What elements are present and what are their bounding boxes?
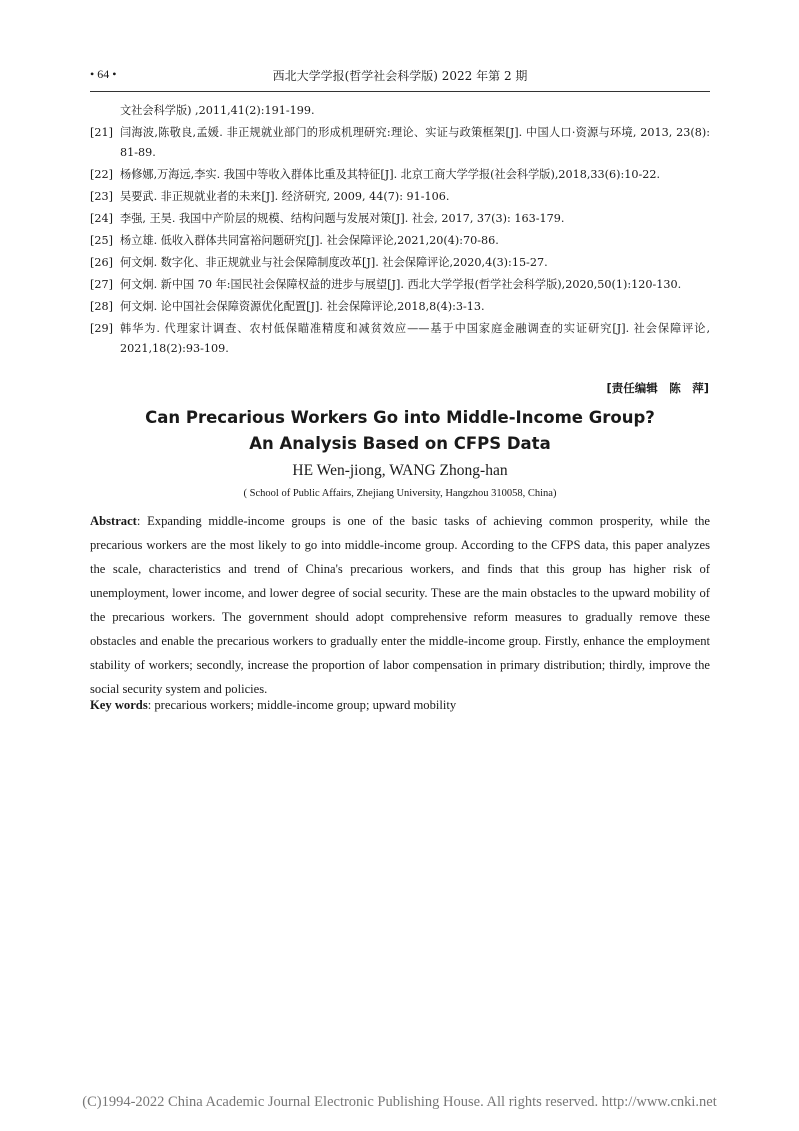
- abstract-label: Abstract: [90, 514, 137, 528]
- page-header: [90, 64, 710, 86]
- reference-text: 闫海波,陈敬良,孟媛. 非正规就业部门的形成机理研究:理论、实证与政策框架[J]. 中国人口·资源与环境, 2013, 23(8): 81-89.: [120, 126, 710, 159]
- reference-item: [90, 187, 710, 207]
- reference-number: [24]: [90, 212, 113, 225]
- reference-number: [28]: [90, 300, 113, 313]
- affiliation: ( School of Public Affairs, Zhejiang University, Hangzhou 310058, China): [243, 488, 557, 499]
- copyright-footer: (C)1994-2022 China Academic Journal Electronic Publishing House. All rights reserved. http://www.cnki.net: [82, 1094, 717, 1110]
- reference-number: [22]: [90, 168, 113, 181]
- reference-text: 韩华为. 代理家计调查、农村低保瞄准精度和减贫效应——基于中国家庭金融调查的实证研究[J]. 社会保障评论, 2021,18(2):93-109.: [120, 322, 710, 355]
- reference-item: [90, 297, 710, 317]
- reference-item: [90, 253, 710, 273]
- reference-number: [26]: [90, 256, 113, 269]
- reference-item: [90, 319, 710, 359]
- keywords-text: : precarious workers; middle-income group; upward mobility: [147, 698, 457, 712]
- reference-item: [90, 231, 710, 251]
- reference-number: [25]: [90, 234, 113, 247]
- header-divider: [90, 91, 710, 92]
- reference-text: 杨立雄. 低收入群体共同富裕问题研究[J]. 社会保障评论,2021,20(4):70-86.: [120, 234, 499, 247]
- reference-item: [90, 209, 710, 229]
- reference-text: 何文炯. 数字化、非正规就业与社会保障制度改革[J]. 社会保障评论,2020,4(3):15-27.: [120, 256, 548, 269]
- reference-item: [90, 101, 710, 121]
- abstract: [90, 509, 710, 701]
- reference-number: [29]: [90, 322, 113, 335]
- reference-item: [90, 123, 710, 163]
- keywords-label: Key words: [90, 698, 148, 712]
- english-title-line-2: An Analysis Based on CFPS Data: [249, 434, 551, 453]
- reference-text: 何文炯. 论中国社会保障资源优化配置[J]. 社会保障评论,2018,8(4):3-13.: [120, 300, 485, 313]
- reference-number: [27]: [90, 278, 113, 291]
- reference-number: [23]: [90, 190, 113, 203]
- reference-text: 何文炯. 新中国 70 年:国民社会保障权益的进步与展望[J]. 西北大学学报(哲学社会科学版),2020,50(1):120-130.: [120, 278, 682, 291]
- reference-text: 李强, 王昊. 我国中产阶层的规模、结构问题与发展对策[J]. 社会, 2017, 37(3): 163-179.: [120, 212, 565, 225]
- reference-text: 杨修娜,万海远,李实. 我国中等收入群体比重及其特征[J]. 北京工商大学学报(社会科学版),2018,33(6):10-22.: [120, 168, 661, 181]
- reference-text: 吴要武. 非正规就业者的未来[J]. 经济研究, 2009, 44(7): 91-106.: [120, 190, 450, 203]
- reference-list: [90, 101, 710, 361]
- page-number: • 64 •: [90, 67, 117, 81]
- abstract-text: : Expanding middle-income groups is one of the basic tasks of achieving common prosperity, while the precarious workers are the most likely to go into middle-income group. According to the CFPS data, this paper analyzes the scale, characteristics and trend of China's precarious workers, and finds that this group has higher risk of unemployment, lower income, and lower degree of social security. These are the main obstacles to the upward mobility of the precarious workers. The government should adopt comprehensive reform measures to gradually remove these obstacles and enable the precarious workers to gradually enter the middle-income group. Firstly, enhance the employment stability of workers; secondly, increase the proportion of labor compensation in primary distribution; thirdly, improve the social security system and policies.: [90, 514, 710, 696]
- english-title-line-1: Can Precarious Workers Go into Middle-Income Group?: [145, 408, 655, 427]
- reference-number: [21]: [90, 126, 113, 139]
- keywords: [90, 694, 710, 716]
- authors: HE Wen-jiong, WANG Zhong-han: [292, 462, 508, 479]
- reference-item: [90, 275, 710, 295]
- reference-text: 文社会科学版) ,2011,41(2):191-199.: [120, 104, 315, 117]
- journal-title: 西北大学学报(哲学社会科学版) 2022 年第 2 期: [272, 69, 528, 83]
- reference-item: [90, 165, 710, 185]
- responsible-editor: [责任编辑 陈 萍]: [606, 381, 709, 395]
